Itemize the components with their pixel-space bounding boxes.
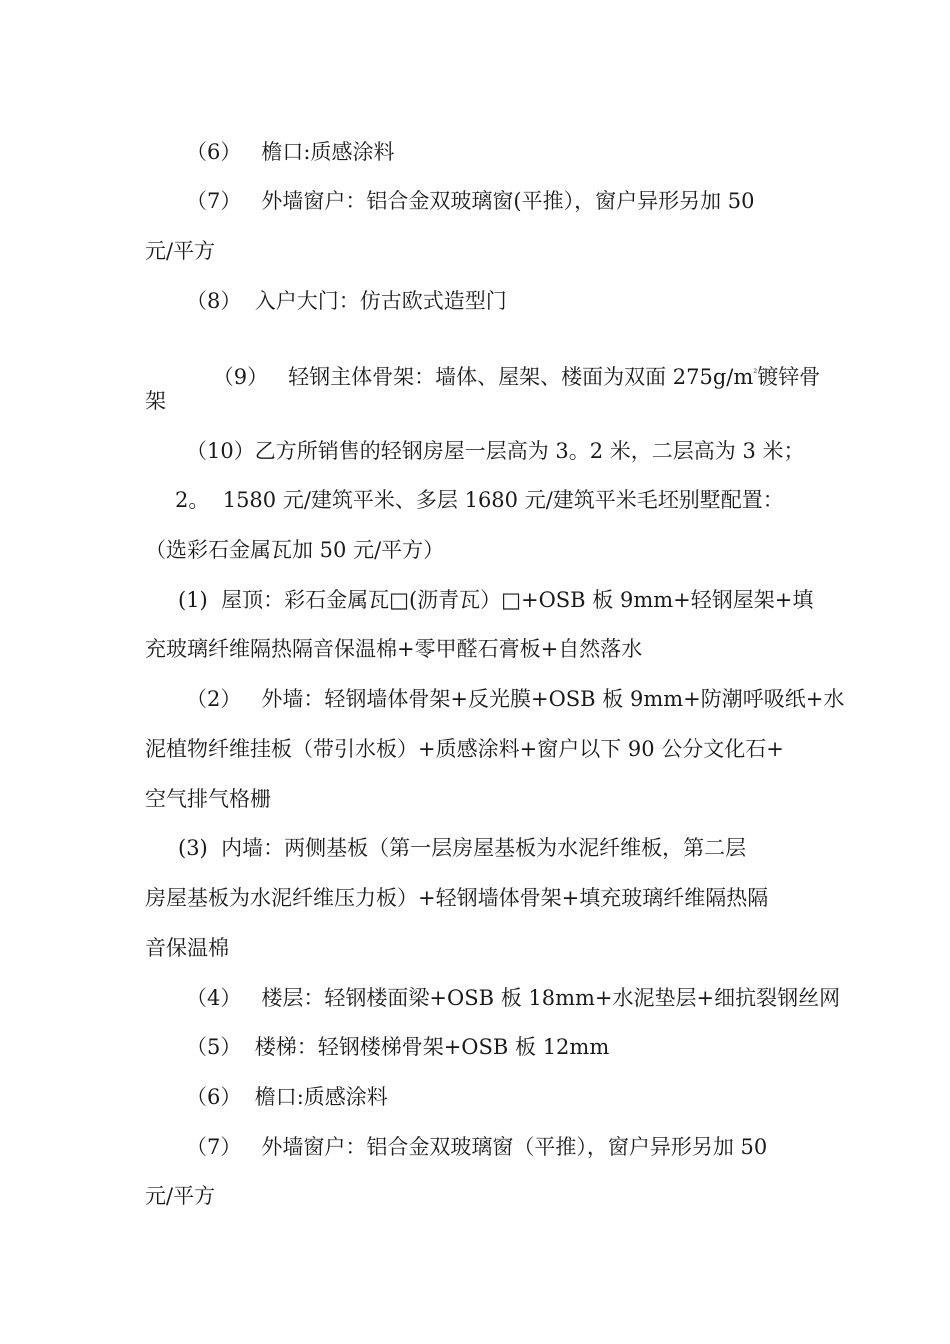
text-line: 元/平方 xyxy=(145,239,216,263)
text-line: (3) 内墙：两侧基板（第一层房屋基板为水泥纤维板，第二层 xyxy=(178,836,747,860)
text-line: （5） 楼梯：轻钢楼梯骨架+OSB 板 12mm xyxy=(186,1035,610,1059)
text-line: 充玻璃纤维隔热隔音保温棉+零甲醛石膏板+自然落水 xyxy=(145,637,643,661)
text-line: （2） 外墙：轻钢墙体骨架+反光膜+OSB 板 9mm+防潮呼吸纸+水 xyxy=(186,687,845,711)
text-segment: （9） 轻钢主体骨架：墙体、屋架、楼面为双面 275g/m xyxy=(212,365,754,389)
text-line: （8） 入户大门：仿古欧式造型门 xyxy=(186,289,507,313)
text-line: （选彩石金属瓦加 50 元/平方） xyxy=(145,538,445,562)
text-line: （7） 外墙窗户：铝合金双玻璃窗(平推），窗户异形另加 50 xyxy=(186,189,755,213)
text-line: 2。 1580 元/建筑平米、多层 1680 元/建筑平米毛坯别墅配置： xyxy=(175,488,784,512)
text-line: 音保温棉 xyxy=(145,936,229,960)
text-line: 空气排气格栅 xyxy=(145,787,271,811)
text-line: （6） 檐口:质感涂料 xyxy=(186,1085,388,1109)
text-line: （10）乙方所销售的轻钢房屋一层高为 3。2 米，二层高为 3 米； xyxy=(186,439,805,463)
text-line: （4） 楼层：轻钢楼面梁+OSB 板 18mm+水泥垫层+细抗裂钢丝网 xyxy=(186,986,841,1010)
text-line: 架 xyxy=(145,389,166,413)
text-line: 元/平方 xyxy=(145,1184,216,1208)
text-line: 房屋基板为水泥纤维压力板）+轻钢墙体骨架+填充玻璃纤维隔热隔 xyxy=(145,886,769,910)
text-line: (1) 屋顶：彩石金属瓦□(沥青瓦）□+OSB 板 9mm+轻钢屋架+填 xyxy=(178,588,814,612)
text-segment: 镀锌骨 xyxy=(757,365,821,389)
text-line: 泥植物纤维挂板（带引水板）+质感涂料+窗户以下 90 公分文化石+ xyxy=(145,737,784,761)
superscript: ² xyxy=(753,368,758,379)
text-line: （6） 檐口:质感涂料 xyxy=(186,140,395,164)
text-line: （7） 外墙窗户：铝合金双玻璃窗（平推），窗户异形另加 50 xyxy=(186,1135,768,1159)
text-line xyxy=(186,338,820,416)
